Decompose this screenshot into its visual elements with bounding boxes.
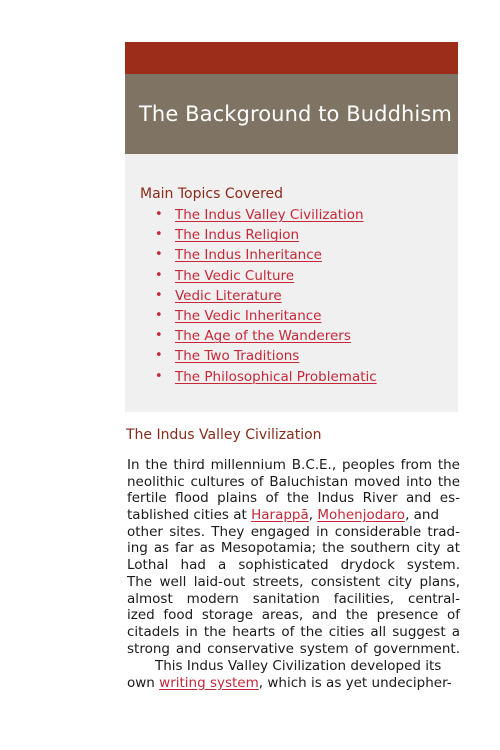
main-topics-box	[125, 154, 458, 412]
paragraph-line: ized food storage areas, and the presence of	[127, 607, 460, 624]
topic-list-item	[125, 225, 377, 245]
topic-link-indus-inheritance[interactable]: The Indus Inheritance	[175, 247, 322, 264]
paragraph-line: other sites. They engaged in considerable trad-	[127, 523, 460, 540]
topic-link-vedic-inheritance[interactable]: The Vedic Inheritance	[175, 307, 322, 324]
topic-link-indus-valley-civilization[interactable]: The Indus Valley Civilization	[175, 207, 364, 223]
topic-link-indus-religion[interactable]: The Indus Religion	[175, 227, 300, 244]
paragraph-text: , which is as yet undecipher-	[258, 674, 452, 691]
writing-system-link[interactable]: writing system	[159, 674, 259, 691]
paragraph-line: almost modern sanitation facilities, central-	[127, 590, 460, 607]
paragraph-line	[127, 507, 460, 524]
bullet-icon: •	[155, 267, 163, 283]
topic-list-item	[125, 205, 377, 225]
chapter-title: The Background to Buddhism	[139, 102, 452, 126]
main-topics-list	[125, 205, 377, 387]
topic-link-two-traditions[interactable]: The Two Traditions	[175, 348, 300, 365]
main-topics-heading: Main Topics Covered	[140, 186, 284, 202]
paragraph-line: The well laid-out streets, consistent city plans,	[127, 573, 460, 590]
topic-link-age-of-the-wanderers[interactable]: The Age of the Wanderers	[175, 328, 351, 345]
harappa-link[interactable]: Harappā	[251, 507, 309, 524]
paragraph-line: Lothal had a sophisticated drydock system.	[127, 557, 460, 574]
topic-list-item	[125, 326, 377, 346]
paragraph-text: own	[127, 674, 160, 691]
bullet-icon: •	[155, 287, 163, 303]
bullet-icon: •	[155, 227, 163, 243]
mohenjodaro-link[interactable]: Mohenjodaro	[317, 507, 406, 524]
body-paragraph	[127, 658, 460, 691]
topic-link-philosophical-problematic[interactable]: The Philosophical Problematic	[175, 368, 377, 385]
topic-list-item	[125, 245, 377, 265]
bullet-icon: •	[155, 348, 163, 364]
topic-link-vedic-culture[interactable]: The Vedic Culture	[175, 267, 295, 284]
paragraph-line: This Indus Valley Civilization developed its	[155, 658, 442, 674]
paragraph-line: In the third millennium B.C.E., peoples from the	[127, 457, 460, 473]
body-paragraph	[127, 457, 460, 657]
paragraph-line: fertile flood plains of the Indus River and es-	[127, 490, 460, 507]
paragraph-text: , and	[405, 507, 440, 524]
topic-list-item	[125, 266, 377, 286]
paragraph-line	[127, 675, 460, 692]
bullet-icon: •	[155, 207, 163, 222]
bullet-icon: •	[155, 368, 163, 384]
chapter-title-band	[125, 74, 458, 154]
chapter-header-bar	[125, 42, 458, 74]
bullet-icon: •	[155, 247, 163, 263]
topic-list-item	[125, 286, 377, 306]
section-heading: The Indus Valley Civilization	[126, 427, 322, 443]
topic-list-item	[125, 306, 377, 326]
paragraph-text: tablished cities at	[127, 507, 252, 524]
paragraph-line: ing as far as Mesopotamia; the southern city at	[127, 540, 460, 557]
topic-list-item	[125, 367, 377, 387]
topic-list-item	[125, 346, 377, 366]
paragraph-line: citadels in the hearts of the cities all suggest a	[127, 623, 460, 640]
paragraph-text: ,	[308, 507, 318, 524]
paragraph-line: neolithic cultures of Baluchistan moved into the	[127, 473, 460, 490]
paragraph-line: strong and conservative system of government.	[127, 640, 460, 657]
bullet-icon: •	[155, 328, 163, 344]
topic-link-vedic-literature[interactable]: Vedic Literature	[175, 287, 282, 304]
bullet-icon: •	[155, 307, 163, 323]
